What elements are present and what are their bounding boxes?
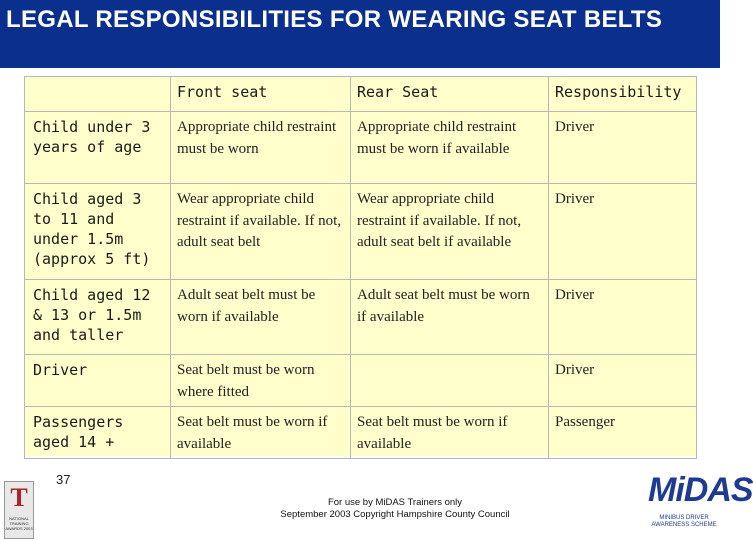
row-responsibility: Driver: [549, 280, 697, 355]
table-row: [25, 407, 697, 459]
slide-number: 37: [56, 472, 71, 487]
row-responsibility: Passenger: [549, 407, 697, 459]
table-row: [25, 355, 697, 407]
row-rear: Appropriate child restraint must be worn if available: [351, 112, 549, 184]
header-empty: [25, 77, 171, 112]
row-who: Child aged 12 & 13 or 1.5m and taller: [25, 280, 171, 355]
row-responsibility: Driver: [549, 112, 697, 184]
row-rear: Wear appropriate child restraint if available. If not, adult seat belt if available: [351, 184, 549, 280]
row-front: Appropriate child restraint must be worn: [171, 112, 351, 184]
row-who: Child aged 3 to 11 and under 1.5m (approx 5 ft): [25, 184, 171, 280]
footer-line-2: September 2003 Copyright Hampshire County Council: [280, 509, 510, 520]
header-responsibility: Responsibility: [549, 77, 697, 112]
row-who: Passengers aged 14 +: [25, 407, 171, 459]
row-rear: [351, 355, 549, 407]
row-responsibility: Driver: [549, 184, 697, 280]
midas-caption: MINIBUS DRIVER AWARENESS SCHEME: [651, 515, 717, 528]
row-front: Seat belt must be worn if available: [171, 407, 351, 459]
table-header-row: [25, 77, 697, 112]
logo-letter: T: [10, 483, 28, 512]
table-row: [25, 112, 697, 184]
row-front: Seat belt must be worn where fitted: [171, 355, 351, 407]
logo-caption: NATIONAL TRAINING AWARDS 2003: [5, 516, 33, 531]
national-training-awards-logo: [4, 481, 34, 539]
page-title: LEGAL RESPONSIBILITIES FOR WEARING SEAT BELTS: [6, 6, 663, 33]
row-rear: Adult seat belt must be worn if available: [351, 280, 549, 355]
row-who: Driver: [25, 355, 171, 407]
title-bar: [0, 0, 720, 68]
table-row: [25, 184, 697, 280]
midas-logo: [648, 471, 753, 540]
footer-line-1: For use by MiDAS Trainers only: [327, 497, 463, 508]
table-row: [25, 280, 697, 355]
seat-belt-table: [24, 76, 696, 456]
row-rear: Seat belt must be worn if available: [351, 407, 549, 459]
header-front-seat: Front seat: [171, 77, 351, 112]
footer-copyright: [240, 497, 550, 521]
midas-wordmark: MiDAS: [648, 471, 753, 509]
row-who: Child under 3 years of age: [25, 112, 171, 184]
row-responsibility: Driver: [549, 355, 697, 407]
header-rear-seat: Rear Seat: [351, 77, 549, 112]
row-front: Adult seat belt must be worn if available: [171, 280, 351, 355]
row-front: Wear appropriate child restraint if available. If not, adult seat belt: [171, 184, 351, 280]
